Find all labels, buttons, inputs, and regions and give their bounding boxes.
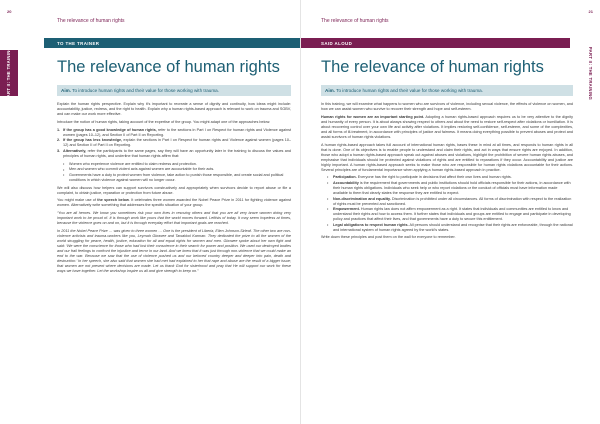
introduce-note: Introduce the notion of human rights, taking account of the expertise of the group. You might adapt one of the approaches below: bbox=[57, 119, 271, 124]
page-number: 21 bbox=[588, 9, 593, 14]
speech-intro bbox=[57, 198, 291, 208]
page-number: 20 bbox=[7, 9, 12, 14]
bullet-icon: • bbox=[327, 196, 329, 201]
principle-lead: Non-discrimination and equality. bbox=[333, 196, 391, 201]
list-item bbox=[327, 197, 573, 207]
intro-paragraph: Explain the human rights perspective. Explain why it’s important to recreate a sense of dignity and continuity, how ideas might include: accountability, justice, redress, and the right to health. Explain why a human rights-based approach is relevant to work on trauma and SGBV, and can make our work more effective. bbox=[57, 102, 291, 117]
intro-paragraph: In this training, we will examine what happens to women who are survivors of violence, including sexual violence, the effects of violence on women, and how we can assist women who survive to recover their strength and hope and self-esteem. bbox=[321, 102, 573, 112]
section-band bbox=[301, 38, 570, 48]
side-tab bbox=[0, 46, 18, 100]
step-lead: If the group has a good knowledge of human rights, bbox=[63, 127, 157, 132]
left-content bbox=[57, 55, 291, 277]
bullet-text: Men and women who commit violent acts against women are accountable for their acts. bbox=[69, 167, 215, 172]
list-item bbox=[327, 207, 573, 222]
principles-list bbox=[327, 175, 573, 233]
speech-quote bbox=[57, 211, 291, 274]
aim-text: To introduce human rights and their value for those working with trauma. bbox=[336, 87, 483, 93]
hrba-paragraph: A human rights-based approach takes full account of international human rights, bases these in mind at all times, and responds to human rights in all that is done. One of its objectives is to enable people to understand and claim their rights, and act in ways that ensure rights are enjoyed. In addition, those who adopt a human rights-based approach speak out against abuses and violations, highlight the prohibition of severe human rights abuses, and emphasise that individuals should be protected against violations of rights and are entitled to reparations if they occur. Accountability and justice are highly important. A human rights-based approach seeks to make those who are responsible for human rights violations accountable for their actions. Several principles are of fundamental importance when applying a human rights-based approach in practice. bbox=[321, 142, 573, 172]
list-item bbox=[57, 149, 291, 159]
section-band-label: TO THE TRAINER bbox=[57, 40, 100, 46]
principle-lead: Legal obligations to respect human rights. bbox=[333, 222, 409, 227]
bullet-icon: • bbox=[327, 180, 329, 185]
aim-label: Aim. bbox=[325, 87, 335, 93]
bullet-icon: • bbox=[63, 167, 65, 172]
list-item bbox=[57, 128, 291, 138]
aim-bar bbox=[57, 85, 291, 96]
bullet-icon: • bbox=[327, 222, 329, 227]
principle-text: All persons should understand and recognise that their rights are enforceable, through the national and international system of human rights agreed by the world’s states. bbox=[333, 222, 573, 232]
bullet-icon: • bbox=[63, 161, 65, 166]
side-tab-label: PART II: THE TRAINING bbox=[6, 46, 12, 100]
step-number: 3. bbox=[57, 149, 61, 154]
speech-intro-text: You might make use of bbox=[57, 198, 98, 203]
list-item bbox=[327, 175, 573, 180]
list-item bbox=[63, 173, 291, 183]
step-number: 1. bbox=[57, 127, 61, 132]
bullet-icon: • bbox=[327, 207, 329, 212]
page-title: The relevance of human rights bbox=[57, 58, 280, 76]
step-text: explain the sections in Part I on Respect for human rights and Violence against women (pages 10–12) and Section II of Part II on Reporting. bbox=[63, 138, 291, 148]
discuss-paragraph: We will also discuss how helpers can support survivors constructively and appropriately when survivors decide to report abuse or file a complaint, to obtain justice, reparation or protection from future abuse. bbox=[57, 185, 291, 195]
side-tab-label: PART II: THE TRAINING bbox=[588, 46, 594, 100]
aim-text: To introduce human rights and their value for those working with trauma. bbox=[72, 87, 219, 93]
step-text: refer the participants to the same pages, say they will have an opportunity later in the training to discuss the values and principles of human rights, and underline that human rights affirm that: bbox=[63, 149, 291, 159]
list-item bbox=[327, 223, 573, 233]
right-page bbox=[300, 0, 600, 424]
section-band bbox=[44, 38, 300, 48]
step-lead: Alternatively, bbox=[63, 149, 87, 154]
bullet-text: Women who experience violence are entitled to claim redress and protection. bbox=[69, 161, 197, 166]
starting-point-paragraph bbox=[321, 115, 573, 140]
paragraph-lead: Human rights for women are an important starting point. bbox=[321, 114, 425, 119]
list-item bbox=[57, 138, 291, 148]
section-band-label: SAID ALOUD bbox=[321, 40, 353, 46]
list-item bbox=[63, 167, 291, 172]
step-text: refer to the sections in Part I on Respect for human rights and Violence against women (pages 10–12), and Section II of Part II on Reporting. bbox=[63, 127, 291, 137]
running-head: The relevance of human rights bbox=[57, 18, 125, 24]
rights-bullets bbox=[63, 162, 291, 183]
steps-list bbox=[57, 128, 291, 160]
principle-text: Discrimination is prohibited under all circumstances. All forms of discrimination with respect to the realization of rights must be prevented and sanctioned. bbox=[333, 196, 572, 206]
speech-intro-text: . It celebrates three women awarded the Nobel Peace Prize in 2011 for fighting violence against women. Alternatively write something that addresses the specific situation of your group. bbox=[57, 198, 291, 208]
speech-intro-emphasis: the speech below bbox=[97, 198, 129, 203]
paragraph-text: Adopting a human rights-based approach requires us to be very attentive to the dignity and humanity of every person. It is about always showing respect to others and about the need to restore self-respect after violations or humiliation. It is about recovering control over your own life and activity after violations. It implies restoring self-confidence, self-esteem, and some of the complexities, and all forms of ill-treatment, in accordance with principles of justice and fairness. It means doing everything possible to prevent abuses and protect and assist survivors of human rights violations. bbox=[321, 114, 573, 139]
right-content bbox=[321, 55, 573, 243]
list-item bbox=[327, 181, 573, 196]
step-number: 2. bbox=[57, 138, 61, 143]
principle-lead: Participation. bbox=[333, 175, 357, 180]
quote-paragraph: In 2011 the Nobel Peace Prize … was given to three women … One is the president of Liberia, Ellen Johnson-Sirleaf. The other two are non-violence activists and trauma-workers like you, Leymah Gbowee and Tawakkol Karman. They dedicated the prize to all the women of the world struggling for peace, health, justice, education for all and equal rights for women and men. Gbowee spoke about her own fight and said: ‘We were the conscience for those who had lost their conscience in their search for power and position. We used our destroyed bodies and our frail feelings to confront the injustice and terror in our land. And we knew that it was just through non-violence that we could make an end to the war. Because we saw that the use of violence pushed us and our beloved country deeper and deeper into pain, death and destruction.’ In her speech, she also said that women she had met had explained to her that rape and abuse are the result of a bigger issue; that women are not present where decisions are made. Let us thank God for sisterhood and pray that He will support our work for these ways we have together. Let the workshop inspire us all and give strength to keep on.” bbox=[57, 228, 291, 273]
step-lead: If the group has less knowledge, bbox=[63, 138, 123, 143]
running-head: The relevance of human rights bbox=[321, 18, 389, 24]
side-tab bbox=[582, 46, 600, 100]
bullet-text: Governments have a duty to protect women from violence, take action to punish those responsible, and create social and political conditions in which violence against women will no longer occur. bbox=[69, 173, 284, 183]
aim-label: Aim. bbox=[61, 87, 71, 93]
quote-paragraph: “You are all heroes. We know you sometimes risk your own lives in rescuing others and that you are all very brave women doing very important work to be proud of. It is through work like yours that the world moves forward. Leftists of today. It may seem hopeless at times, because the violence goes on and on, but it is through everyday effort that important goals are reached. bbox=[57, 210, 291, 225]
page-title: The relevance of human rights bbox=[321, 58, 544, 76]
aim-bar bbox=[321, 85, 573, 96]
principle-lead: Accountability bbox=[333, 180, 359, 185]
principle-lead: Empowerment. bbox=[333, 207, 360, 212]
principle-text: is the requirement that governments and public institutions should hold officials responsible for their actions, in accordance with their human rights obligations. Individuals who seek help or who report violations or the conduct of officials must have information made available to them that clearly states the response they are entitled to expect. bbox=[333, 180, 571, 195]
closing-paragraph: Write down these principles and post them on the wall for everyone to remember. bbox=[321, 235, 456, 240]
bullet-icon: • bbox=[327, 175, 329, 180]
list-item bbox=[63, 162, 291, 167]
bullet-icon: • bbox=[63, 173, 65, 178]
principle-text: Everyone has the right to participate in decisions that affect their own lives and human rights. bbox=[356, 175, 512, 180]
principle-text: Human rights law does not affirm empowerment as a right. It states that individuals and communities are entitled to know and understand their rights and how to access them. It further states that individuals and groups are entitled to engage and participate in developing policy and practices that affect their lives, and that governments have a duty to secure this entitlement. bbox=[333, 207, 571, 222]
